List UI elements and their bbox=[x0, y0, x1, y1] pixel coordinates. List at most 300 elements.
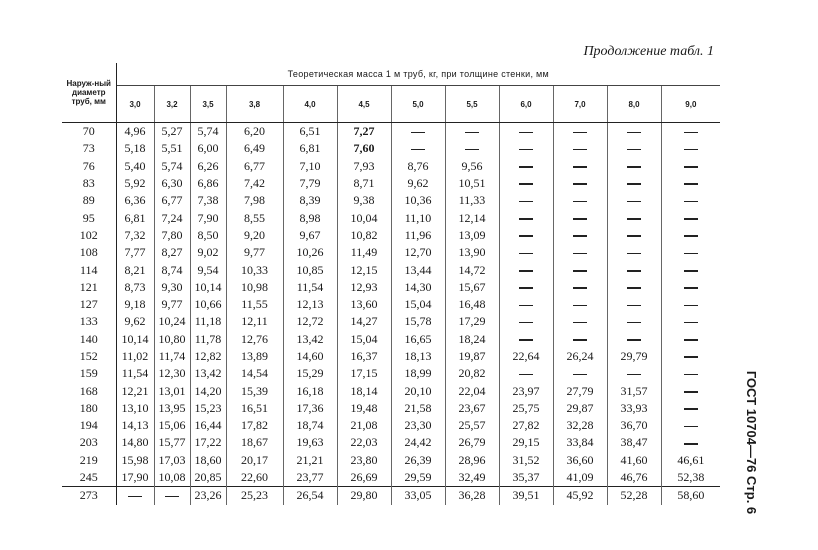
mass-cell: 29,59 bbox=[391, 469, 445, 487]
empty-cell bbox=[607, 175, 661, 192]
mass-cell: 23,97 bbox=[499, 382, 553, 399]
dash-icon bbox=[627, 166, 641, 168]
mass-cell: 29,80 bbox=[337, 487, 391, 505]
mass-cell: 21,21 bbox=[283, 452, 337, 469]
mass-cell: 9,62 bbox=[116, 313, 154, 330]
mass-cell: 20,85 bbox=[190, 469, 226, 487]
mass-cell: 14,27 bbox=[337, 313, 391, 330]
mass-cell: 46,76 bbox=[607, 469, 661, 487]
dash-icon bbox=[684, 426, 698, 428]
mass-cell: 9,30 bbox=[154, 279, 190, 296]
mass-cell: 10,08 bbox=[154, 469, 190, 487]
mass-cell: 6,36 bbox=[116, 192, 154, 209]
table-row bbox=[62, 434, 720, 451]
mass-cell: 8,74 bbox=[154, 261, 190, 278]
column-header: 8,0 bbox=[607, 86, 661, 123]
mass-cell: 13,42 bbox=[283, 331, 337, 348]
empty-cell bbox=[661, 158, 720, 175]
mass-cell: 23,67 bbox=[445, 400, 499, 417]
diameter-cell: 76 bbox=[62, 158, 116, 175]
empty-cell bbox=[499, 279, 553, 296]
dash-icon bbox=[684, 287, 698, 289]
mass-cell: 16,18 bbox=[283, 382, 337, 399]
diameter-cell: 152 bbox=[62, 348, 116, 365]
mass-cell: 12,76 bbox=[226, 331, 283, 348]
mass-cell: 11,55 bbox=[226, 296, 283, 313]
diameter-cell: 219 bbox=[62, 452, 116, 469]
empty-cell bbox=[553, 331, 607, 348]
table-row bbox=[62, 227, 720, 244]
dash-icon bbox=[684, 356, 698, 358]
wall-thickness-group-header: Теоретическая масса 1 м труб, кг, при толщине стенки, мм bbox=[116, 63, 720, 86]
mass-cell: 10,85 bbox=[283, 261, 337, 278]
mass-cell: 52,28 bbox=[607, 487, 661, 505]
dash-icon bbox=[684, 391, 698, 393]
dash-icon bbox=[573, 339, 587, 341]
mass-cell: 36,70 bbox=[607, 417, 661, 434]
column-header: 4,5 bbox=[337, 86, 391, 123]
table-row bbox=[62, 140, 720, 157]
mass-cell: 15,04 bbox=[337, 331, 391, 348]
mass-cell: 8,21 bbox=[116, 261, 154, 278]
dash-icon bbox=[684, 408, 698, 410]
mass-cell: 6,77 bbox=[226, 158, 283, 175]
mass-cell: 6,81 bbox=[283, 140, 337, 157]
dash-icon bbox=[684, 132, 698, 134]
dash-icon bbox=[627, 218, 641, 220]
dash-icon bbox=[519, 253, 533, 255]
mass-cell: 7,98 bbox=[226, 192, 283, 209]
empty-cell bbox=[553, 158, 607, 175]
mass-cell: 26,24 bbox=[553, 348, 607, 365]
mass-cell: 20,82 bbox=[445, 365, 499, 382]
empty-cell bbox=[661, 348, 720, 365]
dash-icon bbox=[519, 322, 533, 324]
empty-cell bbox=[499, 331, 553, 348]
dash-icon bbox=[627, 305, 641, 307]
empty-cell bbox=[553, 365, 607, 382]
mass-cell: 7,90 bbox=[190, 209, 226, 226]
empty-cell bbox=[499, 261, 553, 278]
dash-icon bbox=[573, 166, 587, 168]
pipe-mass-table bbox=[62, 63, 720, 505]
mass-cell: 18,24 bbox=[445, 331, 499, 348]
mass-cell: 16,48 bbox=[445, 296, 499, 313]
mass-cell: 38,47 bbox=[607, 434, 661, 451]
column-header: 6,0 bbox=[499, 86, 553, 123]
mass-cell: 6,86 bbox=[190, 175, 226, 192]
mass-cell: 29,79 bbox=[607, 348, 661, 365]
dash-icon bbox=[519, 305, 533, 307]
dash-icon bbox=[684, 270, 698, 272]
mass-cell: 20,17 bbox=[226, 452, 283, 469]
mass-cell: 19,48 bbox=[337, 400, 391, 417]
mass-cell: 9,54 bbox=[190, 261, 226, 278]
column-header: 7,0 bbox=[553, 86, 607, 123]
diameter-cell: 83 bbox=[62, 175, 116, 192]
empty-cell bbox=[607, 279, 661, 296]
dash-icon bbox=[519, 218, 533, 220]
dash-icon bbox=[573, 132, 587, 134]
dash-icon bbox=[573, 201, 587, 203]
mass-cell: 12,82 bbox=[190, 348, 226, 365]
mass-cell: 7,10 bbox=[283, 158, 337, 175]
dash-icon bbox=[519, 183, 533, 185]
mass-cell: 11,54 bbox=[116, 365, 154, 382]
mass-cell: 26,79 bbox=[445, 434, 499, 451]
empty-cell bbox=[553, 192, 607, 209]
mass-cell: 26,39 bbox=[391, 452, 445, 469]
mass-cell: 32,28 bbox=[553, 417, 607, 434]
mass-cell: 15,77 bbox=[154, 434, 190, 451]
dash-icon bbox=[573, 253, 587, 255]
dash-icon bbox=[573, 322, 587, 324]
table-row bbox=[62, 348, 720, 365]
dash-icon bbox=[627, 235, 641, 237]
mass-cell: 18,67 bbox=[226, 434, 283, 451]
empty-cell bbox=[607, 158, 661, 175]
empty-cell bbox=[661, 192, 720, 209]
table-row bbox=[62, 123, 720, 141]
dash-icon bbox=[573, 149, 587, 151]
mass-cell: 11,78 bbox=[190, 331, 226, 348]
dash-icon bbox=[519, 270, 533, 272]
table-row bbox=[62, 175, 720, 192]
mass-cell: 8,27 bbox=[154, 244, 190, 261]
mass-cell: 14,80 bbox=[116, 434, 154, 451]
dash-icon bbox=[519, 235, 533, 237]
mass-cell: 15,23 bbox=[190, 400, 226, 417]
empty-cell bbox=[499, 140, 553, 157]
mass-cell: 45,92 bbox=[553, 487, 607, 505]
mass-cell: 25,57 bbox=[445, 417, 499, 434]
diameter-cell: 203 bbox=[62, 434, 116, 451]
mass-cell: 9,56 bbox=[445, 158, 499, 175]
mass-cell: 8,98 bbox=[283, 209, 337, 226]
empty-cell bbox=[553, 140, 607, 157]
mass-cell: 52,38 bbox=[677, 470, 705, 485]
empty-cell bbox=[607, 261, 661, 278]
dash-icon bbox=[411, 132, 425, 134]
mass-cell: 5,74 bbox=[154, 158, 190, 175]
dash-icon bbox=[627, 322, 641, 324]
empty-cell bbox=[499, 175, 553, 192]
mass-cell: 8,39 bbox=[283, 192, 337, 209]
mass-cell: 7,32 bbox=[116, 227, 154, 244]
mass-cell: 13,01 bbox=[154, 382, 190, 399]
mass-cell: 7,27 bbox=[337, 123, 391, 141]
mass-cell: 36,60 bbox=[553, 452, 607, 469]
diameter-cell: 194 bbox=[62, 417, 116, 434]
mass-cell: 10,36 bbox=[391, 192, 445, 209]
mass-cell: 41,09 bbox=[553, 469, 607, 487]
empty-cell bbox=[499, 227, 553, 244]
mass-cell: 28,96 bbox=[445, 452, 499, 469]
mass-cell: 9,67 bbox=[283, 227, 337, 244]
mass-cell: 6,77 bbox=[154, 192, 190, 209]
mass-cell: 10,33 bbox=[226, 261, 283, 278]
mass-cell: 15,78 bbox=[391, 313, 445, 330]
dash-icon bbox=[627, 201, 641, 203]
mass-cell: 10,14 bbox=[190, 279, 226, 296]
mass-cell: 11,96 bbox=[391, 227, 445, 244]
empty-cell bbox=[661, 140, 720, 157]
mass-cell: 12,15 bbox=[337, 261, 391, 278]
empty-cell bbox=[553, 175, 607, 192]
diameter-cell: 159 bbox=[62, 365, 116, 382]
mass-cell: 13,95 bbox=[154, 400, 190, 417]
mass-cell: 9,62 bbox=[391, 175, 445, 192]
mass-cell: 21,58 bbox=[391, 400, 445, 417]
mass-cell: 7,60 bbox=[337, 140, 391, 157]
mass-cell: 10,80 bbox=[154, 331, 190, 348]
mass-cell: 22,04 bbox=[445, 382, 499, 399]
empty-cell bbox=[445, 140, 499, 157]
empty-cell bbox=[661, 417, 720, 434]
dash-icon bbox=[684, 201, 698, 203]
standard-page-label: ГОСТ 10704—76 Стр. 6 bbox=[744, 370, 760, 514]
mass-cell: 14,72 bbox=[445, 261, 499, 278]
mass-cell: 18,14 bbox=[337, 382, 391, 399]
empty-cell bbox=[607, 227, 661, 244]
mass-cell: 18,13 bbox=[391, 348, 445, 365]
empty-cell bbox=[553, 227, 607, 244]
mass-cell: 12,93 bbox=[337, 279, 391, 296]
mass-cell: 15,39 bbox=[226, 382, 283, 399]
diameter-cell: 121 bbox=[62, 279, 116, 296]
mass-cell: 7,93 bbox=[337, 158, 391, 175]
column-header: 3,2 bbox=[154, 86, 190, 123]
mass-cell: 7,79 bbox=[283, 175, 337, 192]
mass-cell: 8,50 bbox=[190, 227, 226, 244]
mass-cell: 17,82 bbox=[226, 417, 283, 434]
empty-cell bbox=[553, 123, 607, 141]
mass-cell: 18,99 bbox=[391, 365, 445, 382]
column-header: 3,5 bbox=[190, 86, 226, 123]
empty-cell bbox=[661, 434, 720, 451]
empty-cell bbox=[607, 192, 661, 209]
mass-cell: 16,51 bbox=[226, 400, 283, 417]
empty-cell bbox=[661, 313, 720, 330]
mass-cell: 24,42 bbox=[391, 434, 445, 451]
table-row bbox=[62, 382, 720, 399]
empty-cell bbox=[607, 296, 661, 313]
mass-cell: 4,96 bbox=[116, 123, 154, 141]
dash-icon bbox=[573, 287, 587, 289]
empty-cell bbox=[607, 244, 661, 261]
empty-cell bbox=[661, 279, 720, 296]
mass-cell: 18,60 bbox=[190, 452, 226, 469]
mass-cell: 18,74 bbox=[283, 417, 337, 434]
dash-icon bbox=[519, 149, 533, 151]
empty-cell bbox=[607, 140, 661, 157]
mass-cell: 5,18 bbox=[116, 140, 154, 157]
mass-cell: 6,00 bbox=[190, 140, 226, 157]
empty-cell bbox=[553, 261, 607, 278]
mass-cell: 13,90 bbox=[445, 244, 499, 261]
mass-cell: 35,37 bbox=[499, 469, 553, 487]
table-row bbox=[62, 279, 720, 296]
dash-icon bbox=[627, 149, 641, 151]
column-header-row bbox=[62, 86, 720, 123]
mass-cell: 6,51 bbox=[283, 123, 337, 141]
mass-cell: 10,14 bbox=[116, 331, 154, 348]
table-row bbox=[62, 469, 720, 487]
mass-cell: 17,90 bbox=[116, 469, 154, 487]
empty-cell bbox=[499, 192, 553, 209]
mass-cell: 21,08 bbox=[337, 417, 391, 434]
mass-cell: 20,10 bbox=[391, 382, 445, 399]
mass-cell: 14,30 bbox=[391, 279, 445, 296]
mass-cell: 12,13 bbox=[283, 296, 337, 313]
dash-icon bbox=[684, 218, 698, 220]
mass-cell: 15,29 bbox=[283, 365, 337, 382]
mass-cell: 9,77 bbox=[226, 244, 283, 261]
mass-cell: 10,26 bbox=[283, 244, 337, 261]
dash-icon bbox=[684, 166, 698, 168]
mass-cell: 9,02 bbox=[190, 244, 226, 261]
mass-cell: 46,61 bbox=[677, 452, 705, 467]
mass-cell: 22,03 bbox=[337, 434, 391, 451]
table-row bbox=[62, 296, 720, 313]
mass-cell: 12,11 bbox=[226, 313, 283, 330]
empty-cell bbox=[553, 296, 607, 313]
mass-cell: 14,20 bbox=[190, 382, 226, 399]
mass-cell: 10,66 bbox=[190, 296, 226, 313]
mass-cell: 6,20 bbox=[226, 123, 283, 141]
dash-icon bbox=[684, 253, 698, 255]
mass-cell: 13,42 bbox=[190, 365, 226, 382]
dash-icon bbox=[684, 149, 698, 151]
table-row bbox=[62, 417, 720, 434]
dash-icon bbox=[519, 374, 533, 376]
mass-cell: 8,55 bbox=[226, 209, 283, 226]
empty-cell bbox=[445, 123, 499, 141]
dash-icon bbox=[684, 235, 698, 237]
table-row bbox=[62, 452, 720, 469]
empty-cell bbox=[661, 244, 720, 261]
mass-cell: 14,60 bbox=[283, 348, 337, 365]
mass-cell: 29,87 bbox=[553, 400, 607, 417]
dash-icon bbox=[684, 305, 698, 307]
dash-icon bbox=[627, 132, 641, 134]
empty-cell bbox=[499, 365, 553, 382]
empty-cell bbox=[553, 313, 607, 330]
dash-icon bbox=[573, 183, 587, 185]
empty-cell bbox=[607, 313, 661, 330]
empty-cell bbox=[661, 365, 720, 382]
mass-cell: 23,77 bbox=[283, 469, 337, 487]
mass-cell: 8,71 bbox=[337, 175, 391, 192]
dash-icon bbox=[684, 443, 698, 445]
mass-cell: 10,98 bbox=[226, 279, 283, 296]
empty-cell bbox=[553, 209, 607, 226]
mass-cell: 17,03 bbox=[154, 452, 190, 469]
empty-cell bbox=[499, 209, 553, 226]
mass-cell: 33,93 bbox=[607, 400, 661, 417]
table-row bbox=[62, 331, 720, 348]
empty-cell bbox=[661, 382, 720, 399]
mass-cell: 19,87 bbox=[445, 348, 499, 365]
dash-icon bbox=[519, 166, 533, 168]
mass-cell: 26,69 bbox=[337, 469, 391, 487]
mass-cell: 39,51 bbox=[499, 487, 553, 505]
mass-cell: 12,30 bbox=[154, 365, 190, 382]
table-row bbox=[62, 158, 720, 175]
empty-cell bbox=[661, 331, 720, 348]
mass-cell: 15,67 bbox=[445, 279, 499, 296]
mass-cell: 7,42 bbox=[226, 175, 283, 192]
column-header: 4,0 bbox=[283, 86, 337, 123]
mass-cell: 12,21 bbox=[116, 382, 154, 399]
mass-cell: 26,54 bbox=[283, 487, 337, 505]
dash-icon bbox=[519, 132, 533, 134]
mass-cell: 17,36 bbox=[283, 400, 337, 417]
empty-cell bbox=[661, 400, 720, 417]
mass-cell: 16,37 bbox=[337, 348, 391, 365]
column-header: 5,5 bbox=[445, 86, 499, 123]
dash-icon bbox=[627, 287, 641, 289]
empty-cell bbox=[661, 209, 720, 226]
diameter-cell: 168 bbox=[62, 382, 116, 399]
empty-cell bbox=[499, 296, 553, 313]
empty-cell bbox=[661, 261, 720, 278]
diameter-cell: 140 bbox=[62, 331, 116, 348]
dash-icon bbox=[627, 374, 641, 376]
table-row bbox=[62, 261, 720, 278]
mass-cell: 14,54 bbox=[226, 365, 283, 382]
diameter-cell: 127 bbox=[62, 296, 116, 313]
mass-cell: 13,10 bbox=[116, 400, 154, 417]
empty-cell bbox=[661, 227, 720, 244]
empty-cell bbox=[661, 296, 720, 313]
mass-cell: 11,74 bbox=[154, 348, 190, 365]
empty-cell bbox=[607, 365, 661, 382]
mass-cell: 10,51 bbox=[445, 175, 499, 192]
table-continuation-label: Продолжение табл. 1 bbox=[583, 44, 714, 59]
dash-icon bbox=[465, 149, 479, 151]
mass-cell: 11,49 bbox=[337, 244, 391, 261]
diameter-cell: 180 bbox=[62, 400, 116, 417]
mass-cell: 15,06 bbox=[154, 417, 190, 434]
dash-icon bbox=[519, 287, 533, 289]
diameter-cell: 102 bbox=[62, 227, 116, 244]
mass-cell: 13,89 bbox=[226, 348, 283, 365]
mass-cell: 36,28 bbox=[445, 487, 499, 505]
diameter-cell: 114 bbox=[62, 261, 116, 278]
mass-cell: 7,77 bbox=[116, 244, 154, 261]
mass-cell: 16,44 bbox=[190, 417, 226, 434]
mass-cell: 31,57 bbox=[607, 382, 661, 399]
mass-cell: 8,73 bbox=[116, 279, 154, 296]
mass-cell: 25,23 bbox=[226, 487, 283, 505]
dash-icon bbox=[465, 132, 479, 134]
diameter-cell: 89 bbox=[62, 192, 116, 209]
diameter-cell: 108 bbox=[62, 244, 116, 261]
diameter-header: Наруж-ный диаметр труб, мм bbox=[62, 63, 116, 123]
column-header: 3,8 bbox=[226, 86, 283, 123]
dash-icon bbox=[627, 183, 641, 185]
mass-cell: 31,52 bbox=[499, 452, 553, 469]
dash-icon bbox=[627, 339, 641, 341]
mass-cell: 11,18 bbox=[190, 313, 226, 330]
mass-cell: 41,60 bbox=[607, 452, 661, 469]
mass-cell: 12,14 bbox=[445, 209, 499, 226]
mass-cell: 15,04 bbox=[391, 296, 445, 313]
empty-cell bbox=[116, 487, 154, 505]
mass-cell: 8,76 bbox=[391, 158, 445, 175]
table-body bbox=[62, 123, 720, 505]
